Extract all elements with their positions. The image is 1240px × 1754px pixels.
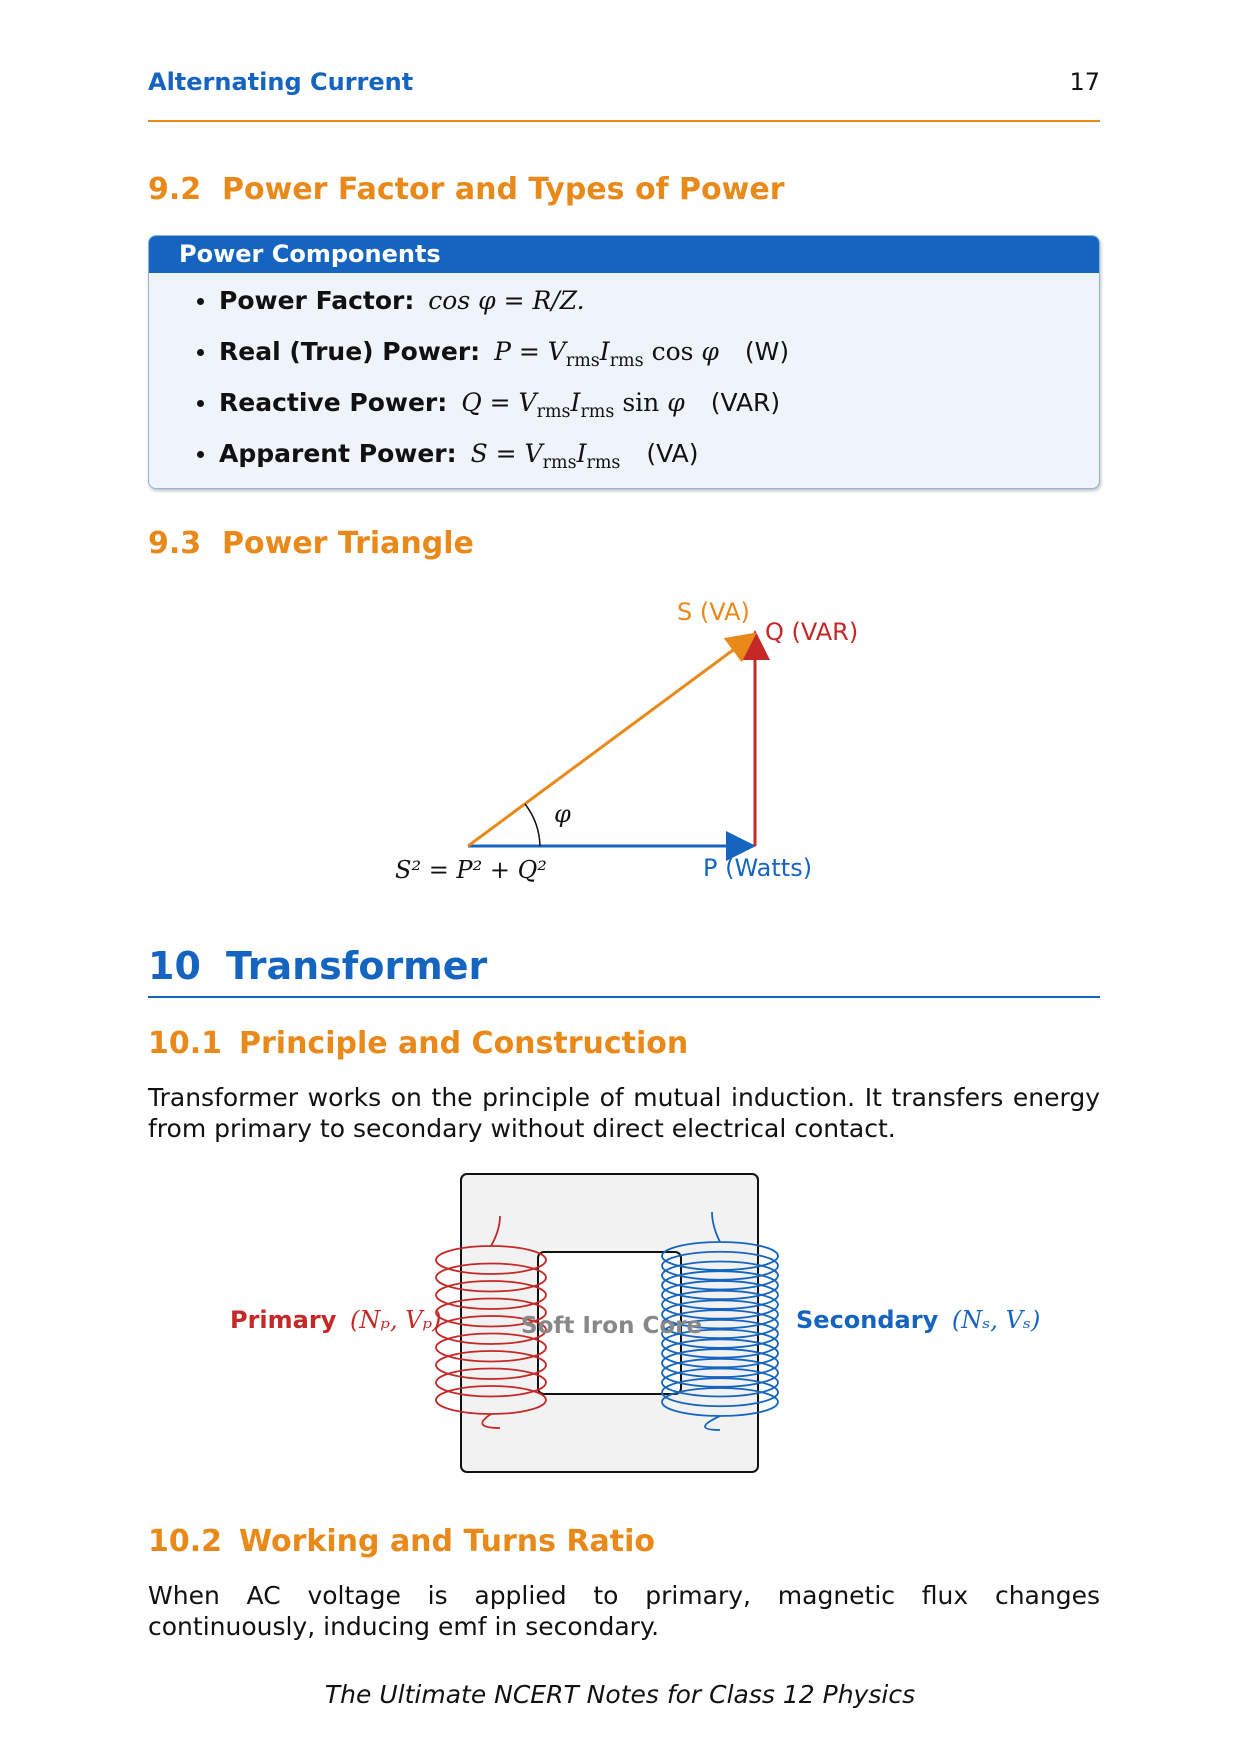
q-label: Q (VAR) <box>765 618 859 646</box>
section-title: Transformer <box>226 944 488 988</box>
box-title: Power Components <box>149 236 1099 273</box>
list-item <box>219 439 698 473</box>
section-title: Power Factor and Types of Power <box>222 172 785 207</box>
item-label: Real (True) Power: <box>219 337 481 366</box>
list-item <box>219 388 780 422</box>
s-vector <box>468 636 752 846</box>
primary-label <box>230 1306 442 1334</box>
list-item <box>219 337 789 371</box>
primary-name: Primary <box>230 1306 337 1334</box>
primary-symbols: (Nₚ, Vₚ) <box>349 1306 442 1334</box>
section-number: 9.3 <box>148 526 202 561</box>
bullet-icon <box>197 349 204 356</box>
page-number: 17 <box>1069 68 1100 96</box>
section-9-3-heading <box>148 526 474 561</box>
phi-label: φ <box>554 800 571 828</box>
section-rule <box>148 996 1100 998</box>
power-components-box <box>148 235 1100 489</box>
power-triangle-diagram <box>0 580 1240 900</box>
header-rule <box>148 120 1100 122</box>
list-item <box>219 286 585 315</box>
footer: The Ultimate NCERT Notes for Class 12 Physics <box>324 1680 916 1709</box>
secondary-symbols: (Nₛ, Vₛ) <box>951 1306 1041 1334</box>
item-label: Apparent Power: <box>219 439 457 468</box>
bullet-icon <box>197 298 204 305</box>
item-label: Reactive Power: <box>219 388 448 417</box>
bullet-icon <box>197 400 204 407</box>
section-number: 10 <box>148 944 201 988</box>
section-number: 10.1 <box>148 1026 223 1061</box>
section-title: Principle and Construction <box>239 1026 689 1061</box>
section-number: 9.2 <box>148 172 202 207</box>
item-unit: (VA) <box>646 439 699 468</box>
item-formula: $S = V_{rms}I_{rms}$ <box>470 439 621 473</box>
item-label: Power Factor: <box>219 286 415 315</box>
paragraph: When AC voltage is applied to primary, magnetic flux changes continuously, inducing emf in secondary. <box>148 1581 1100 1641</box>
item-formula: $P = V_{rms}I_{rms}$ cos φ <box>494 337 719 371</box>
running-title: Alternating Current <box>148 68 414 96</box>
item-unit: (W) <box>744 337 790 366</box>
transformer-diagram <box>0 1160 1240 1480</box>
secondary-label <box>796 1306 1040 1334</box>
s-label: S (VA) <box>677 598 750 626</box>
section-10-2-heading <box>148 1524 655 1559</box>
item-formula: cos φ = R/Z. <box>428 286 585 315</box>
section-title: Power Triangle <box>222 526 474 561</box>
item-unit: (VAR) <box>710 388 781 417</box>
pythagoras-equation: S² = P² + Q² <box>395 856 547 884</box>
paragraph: Transformer works on the principle of mutual induction. It transfers energy from primary to secondary without direct electrical contact. <box>148 1083 1100 1143</box>
section-number: 10.2 <box>148 1524 223 1559</box>
section-10-1-heading <box>148 1026 688 1061</box>
item-formula: $Q = V_{rms}I_{rms}$ sin φ <box>461 388 685 422</box>
section-title: Working and Turns Ratio <box>239 1524 656 1559</box>
section-9-2-heading <box>148 172 785 207</box>
core-label: Soft Iron Core <box>521 1313 703 1339</box>
secondary-name: Secondary <box>796 1306 939 1334</box>
section-10-heading <box>148 944 487 988</box>
p-label: P (Watts) <box>703 854 813 882</box>
phi-arc <box>525 804 540 846</box>
bullet-icon <box>197 451 204 458</box>
